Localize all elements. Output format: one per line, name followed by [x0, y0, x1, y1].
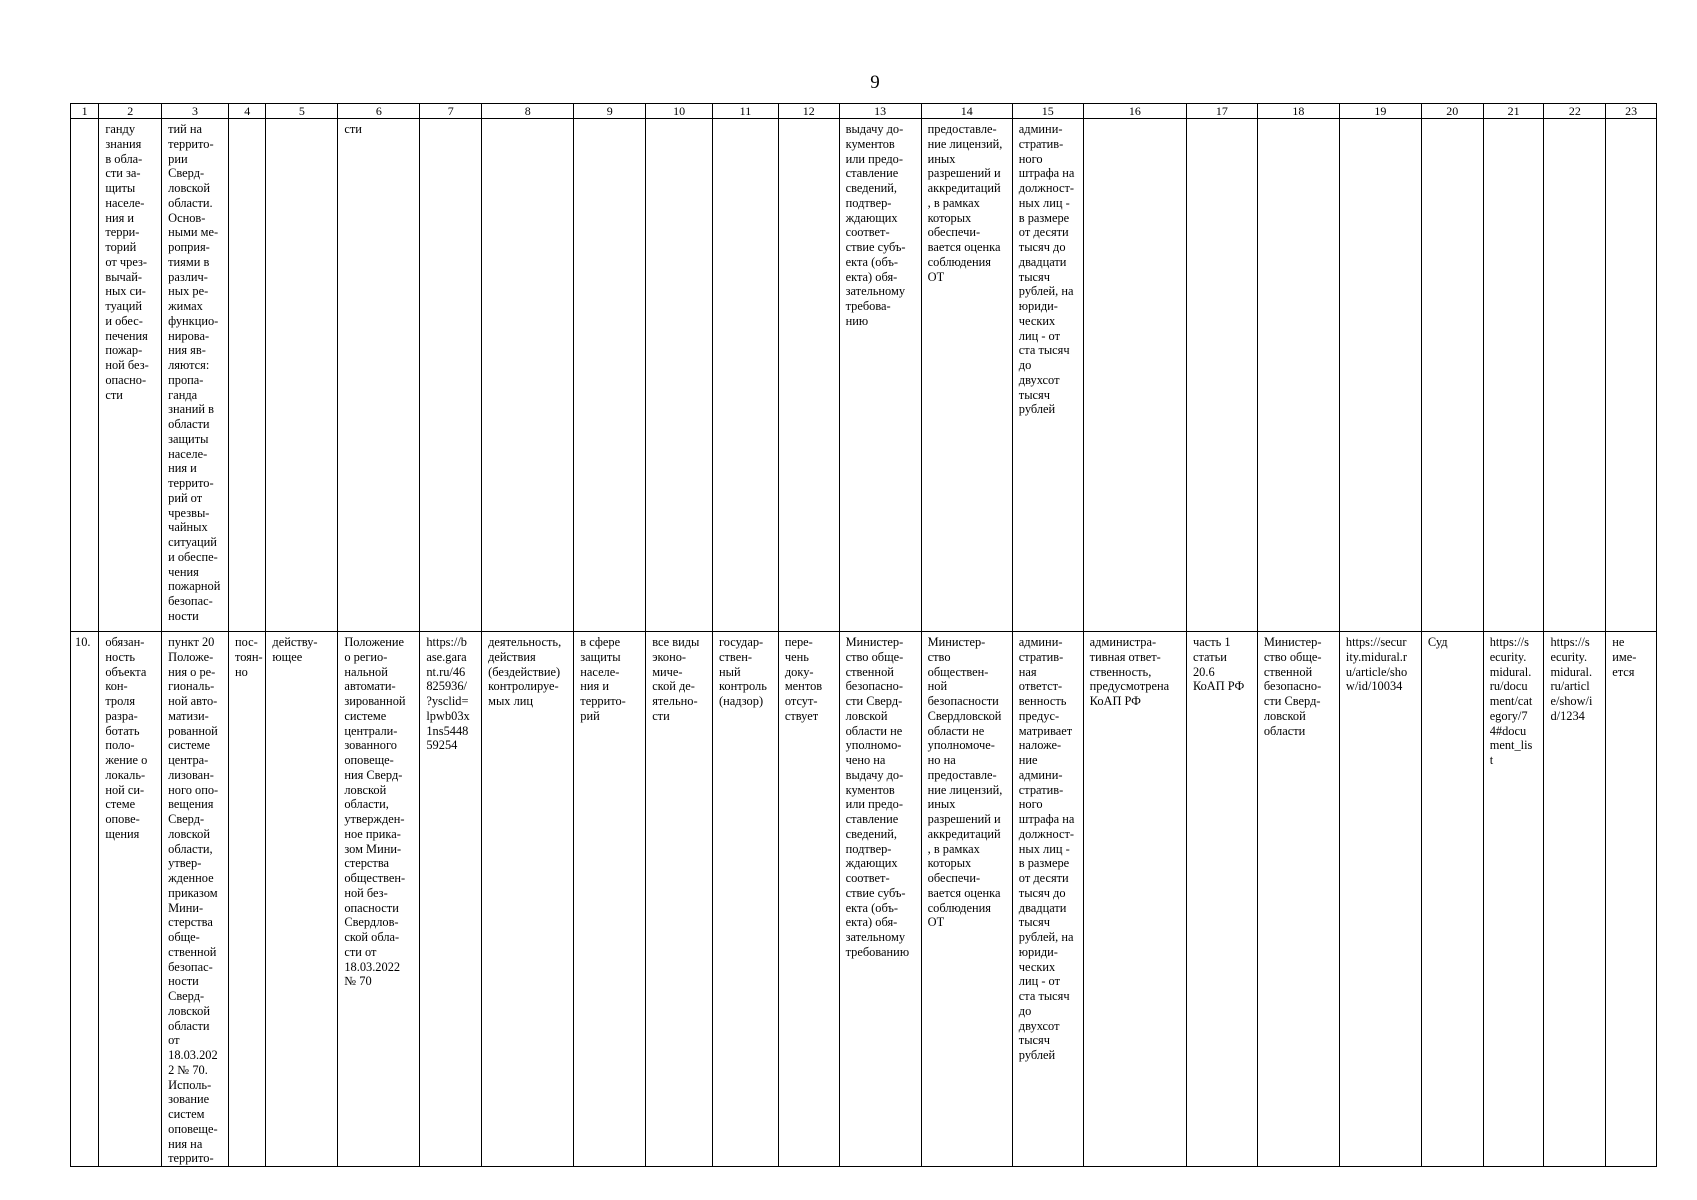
column-number-header: 20: [1421, 104, 1483, 119]
column-number-header: 10: [646, 104, 713, 119]
column-number-header: 22: [1544, 104, 1606, 119]
column-number-header: 16: [1083, 104, 1186, 119]
table-cell: Суд: [1421, 632, 1483, 1167]
table-cell: сти: [338, 119, 420, 632]
table-cell: [1257, 119, 1339, 632]
column-number-header: 3: [162, 104, 229, 119]
column-number-header: 23: [1606, 104, 1657, 119]
column-number-header: 5: [266, 104, 338, 119]
table-row: [71, 119, 1657, 632]
table-cell: тий на террито- рии Сверд- ловской области. Основ- ными ме- роприя- тиями в различ- ных ре- жимах функцио- нирова- ния яв- ляются: пропа- ганда знаний в области защиты населе- ния и террито- рий от чрезвы- чайных ситуаций и обеспе- чения пожарной безопас- ности: [162, 119, 229, 632]
table-cell: [1606, 119, 1657, 632]
table-cell: действу- ющее: [266, 632, 338, 1167]
column-number-header: 1: [71, 104, 99, 119]
table-row: [71, 632, 1657, 1167]
column-number-header: 12: [778, 104, 839, 119]
column-number-header: 4: [228, 104, 265, 119]
table-cell: ганду знания в обла- сти за- щиты населе- ния и терри- торий от чрез- вычай- ных си- туаций и обес- печения пожар- ной без- опасно- сти: [99, 119, 162, 632]
table-cell: часть 1 статьи 20.6 КоАП РФ: [1186, 632, 1257, 1167]
column-number-header: 7: [420, 104, 482, 119]
table-cell: [1421, 119, 1483, 632]
table-cell: пере- чень доку- ментов отсут- ствует: [778, 632, 839, 1167]
table-cell: [228, 119, 265, 632]
column-number-header: 21: [1483, 104, 1544, 119]
table-cell: пункт 20 Положе- ния о ре- гиональ- ной авто- матизи- рованной системе центра- лизован- ного опо- вещения Сверд- ловской области, утвер- жденное приказом Мини- стерства обще- ственной безопас- ности Сверд- ловской области от 18.03.202 2 № 70. Исполь- зование систем оповеще- ния на террито-: [162, 632, 229, 1167]
table-cell: деятельность, действия (бездействие) контролируе- мых лиц: [482, 632, 574, 1167]
table-cell: [1544, 119, 1606, 632]
table-cell: [1186, 119, 1257, 632]
table-cell: Министер- ство обще- ственной безопасно- сти Сверд- ловской области: [1257, 632, 1339, 1167]
table-cell: [1083, 119, 1186, 632]
url-cell: https://secur ity.midural.r u/article/sho w/id/10034: [1339, 632, 1421, 1167]
table-cell: [71, 119, 99, 632]
column-number-header: 9: [574, 104, 646, 119]
table-cell: админи- стратив- ная ответст- венность предус- матривает наложе- ние админи- стратив- ного штрафа на должност- ных лиц - в размере от десяти тысяч до двадцати тысяч рублей, на юриди- ческих лиц - от ста тысяч до двухсот тысяч рублей: [1012, 632, 1083, 1167]
table-cell: [713, 119, 779, 632]
row-number-cell: 10.: [71, 632, 99, 1167]
table-cell: [574, 119, 646, 632]
table-cell: [1339, 119, 1421, 632]
column-number-header: 13: [839, 104, 921, 119]
table-cell: предоставле- ние лицензий, иных разрешений и аккредитаций , в рамках которых обеспечи- вается оценка соблюдения ОТ: [921, 119, 1012, 632]
column-number-header: 15: [1012, 104, 1083, 119]
column-number-header: 19: [1339, 104, 1421, 119]
table-cell: [1483, 119, 1544, 632]
url-cell: https://b ase.gara nt.ru/46 825936/ ?ysclid= lpwb03x 1ns5448 59254: [420, 632, 482, 1167]
url-cell: https://s ecurity. midural. ru/docu ment/cat egory/7 4#docu ment_lis t: [1483, 632, 1544, 1167]
column-number-header: 14: [921, 104, 1012, 119]
column-number-row: [71, 104, 1657, 119]
table-cell: Министер- ство обществен- ной безопасности Свердловской области не уполномоче- но на предоставле- ние лицензий, иных разрешений и аккредитаций , в рамках которых обеспечи- вается оценка соблюдения ОТ: [921, 632, 1012, 1167]
table-cell: Министер- ство обще- ственной безопасно- сти Сверд- ловской области не уполномо- чено на выдачу до- кументов или предо- ставление сведений, подтвер- ждающих соответ- ствие субъ- екта (объ- екта) обя- зательному требованию: [839, 632, 921, 1167]
table-cell: [420, 119, 482, 632]
column-number-header: 2: [99, 104, 162, 119]
table-cell: админи- стратив- ного штрафа на должност- ных лиц - в размере от десяти тысяч до двадцати тысяч рублей, на юриди- ческих лиц - от ста тысяч до двухсот тысяч рублей: [1012, 119, 1083, 632]
table-cell: администра- тивная ответ- ственность, предусмотрена КоАП РФ: [1083, 632, 1186, 1167]
table-cell: пос- тоян- но: [228, 632, 265, 1167]
table-cell: не име- ется: [1606, 632, 1657, 1167]
page-number: 9: [870, 72, 880, 93]
table-cell: [646, 119, 713, 632]
column-number-header: 11: [713, 104, 779, 119]
table-cell: все виды эконо- миче- ской де- ятельно- сти: [646, 632, 713, 1167]
table-cell: Положение о регио- нальной автомати- зированной системе централи- зованного оповеще- ния Сверд- ловской области, утвержден- ное прика- зом Мини- стерства обществен- ной без- опасности Свердлов- ской обла- сти от 18.03.2022 № 70: [338, 632, 420, 1167]
table-cell: [482, 119, 574, 632]
column-number-header: 18: [1257, 104, 1339, 119]
table-cell: обязан- ность объекта кон- троля разра- ботать поло- жение о локаль- ной си- стеме опове- щения: [99, 632, 162, 1167]
table-cell: в сфере защиты населе- ния и террито- рий: [574, 632, 646, 1167]
table-cell: выдачу до- кументов или предо- ставление сведений, подтвер- ждающих соответ- ствие субъ- екта (объ- екта) обя- зательному требова- нию: [839, 119, 921, 632]
table-cell: [266, 119, 338, 632]
column-number-header: 17: [1186, 104, 1257, 119]
column-number-header: 6: [338, 104, 420, 119]
column-number-header: 8: [482, 104, 574, 119]
url-cell: https://s ecurity. midural. ru/articl e/show/i d/1234: [1544, 632, 1606, 1167]
table-cell: государ- ствен- ный контроль (надзор): [713, 632, 779, 1167]
document-table: [70, 103, 1657, 1167]
table-cell: [778, 119, 839, 632]
